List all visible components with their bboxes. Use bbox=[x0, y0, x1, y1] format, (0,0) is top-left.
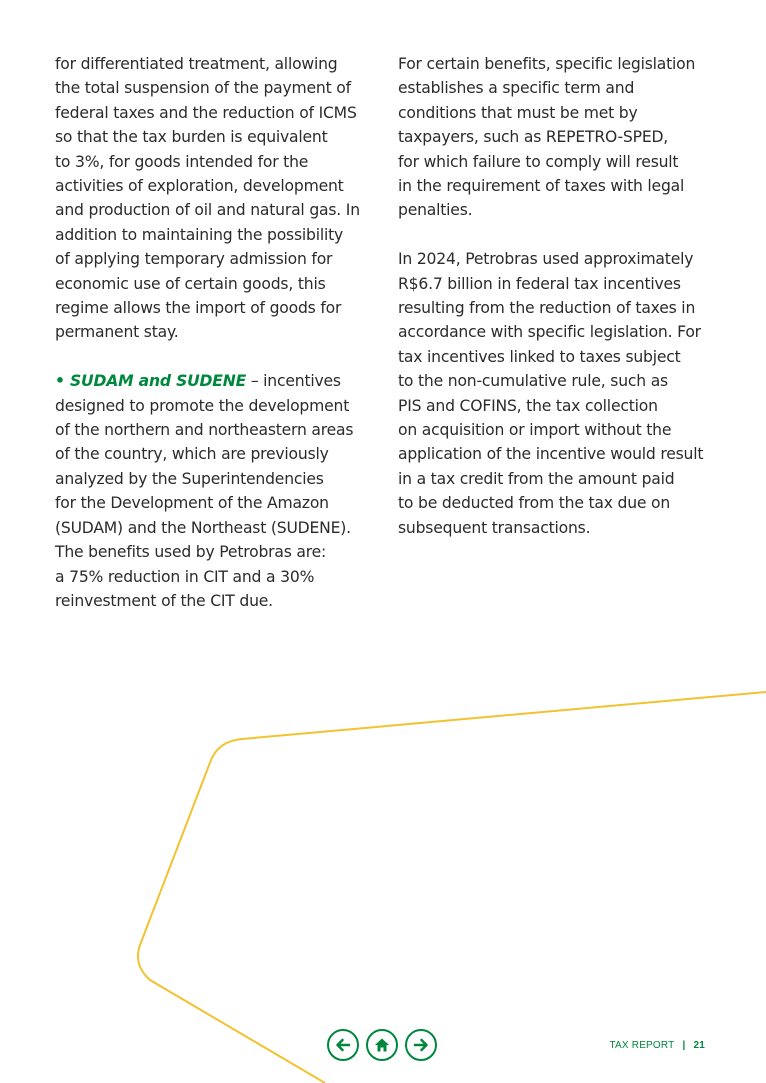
left-paragraph-2 bbox=[55, 394, 375, 614]
text-line: so that the tax burden is equivalent bbox=[55, 128, 328, 147]
text-line: designed to promote the development bbox=[55, 396, 350, 415]
previous-page-button[interactable] bbox=[327, 1029, 359, 1061]
text-line: For certain benefits, specific legislation bbox=[398, 55, 696, 73]
page-footer bbox=[609, 1040, 705, 1051]
text-line: regime allows the import of goods for bbox=[55, 299, 342, 318]
text-line: (SUDAM) and the Northeast (SUDENE). bbox=[55, 518, 351, 537]
page-navigation bbox=[327, 1029, 437, 1061]
footer-separator: | bbox=[682, 1040, 686, 1051]
text-line: In 2024, Petrobras used approximately bbox=[398, 250, 694, 269]
text-line: in the requirement of taxes with legal bbox=[398, 177, 685, 196]
text-line: of the country, which are previously bbox=[55, 445, 329, 464]
text-line: application of the incentive would result bbox=[398, 445, 704, 464]
text-line: The benefits used by Petrobras are: bbox=[55, 543, 327, 562]
page-number: 21 bbox=[693, 1040, 705, 1051]
text-line: reinvestment of the CIT due. bbox=[55, 591, 273, 610]
report-title: TAX REPORT bbox=[609, 1040, 675, 1051]
text-line: activities of exploration, development bbox=[55, 177, 344, 196]
right-paragraph-2 bbox=[398, 247, 728, 540]
text-line: federal taxes and the reduction of ICMS bbox=[55, 103, 357, 122]
right-column bbox=[398, 52, 728, 540]
text-line: to 3%, for goods intended for the bbox=[55, 152, 309, 171]
bullet-title: SUDAM and SUDENE bbox=[70, 372, 247, 391]
left-paragraph-1 bbox=[55, 52, 375, 345]
bullet-first-rest: – incentives bbox=[246, 372, 341, 391]
text-line: for which failure to comply will result bbox=[398, 152, 679, 171]
home-button[interactable] bbox=[366, 1029, 398, 1061]
text-line: resulting from the reduction of taxes in bbox=[398, 299, 696, 318]
text-line: of the northern and northeastern areas bbox=[55, 421, 354, 440]
text-line: for differentiated treatment, allowing bbox=[55, 55, 338, 73]
text-line: tax incentives linked to taxes subject bbox=[398, 347, 681, 366]
text-line: the total suspension of the payment of bbox=[55, 79, 351, 98]
text-line: to the non-cumulative rule, such as bbox=[398, 372, 668, 391]
text-line: a 75% reduction in CIT and a 30% bbox=[55, 567, 315, 586]
text-line: accordance with specific legislation. For bbox=[398, 323, 701, 342]
text-line: conditions that must be met by bbox=[398, 103, 638, 122]
arrow-right-icon bbox=[412, 1036, 430, 1054]
text-line: and production of oil and natural gas. In bbox=[55, 201, 360, 220]
text-line: taxpayers, such as REPETRO-SPED, bbox=[398, 128, 669, 147]
bullet-marker: • bbox=[55, 372, 70, 391]
bullet-first-line bbox=[55, 369, 375, 393]
text-line: analyzed by the Superintendencies bbox=[55, 469, 324, 488]
arrow-left-icon bbox=[334, 1036, 352, 1054]
text-line: R$6.7 billion in federal tax incentives bbox=[398, 274, 681, 293]
left-column bbox=[55, 52, 375, 613]
next-page-button[interactable] bbox=[405, 1029, 437, 1061]
text-line: establishes a specific term and bbox=[398, 79, 635, 98]
home-icon bbox=[373, 1036, 391, 1054]
text-line: in a tax credit from the amount paid bbox=[398, 469, 675, 488]
text-line: PIS and COFINS, the tax collection bbox=[398, 396, 658, 415]
text-line: of applying temporary admission for bbox=[55, 250, 333, 269]
right-paragraph-1 bbox=[398, 52, 728, 223]
text-line: permanent stay. bbox=[55, 323, 179, 342]
text-line: for the Development of the Amazon bbox=[55, 494, 329, 513]
text-line: penalties. bbox=[398, 201, 473, 220]
text-line: subsequent transactions. bbox=[398, 518, 591, 537]
text-line: economic use of certain goods, this bbox=[55, 274, 326, 293]
text-line: to be deducted from the tax due on bbox=[398, 494, 671, 513]
text-line: addition to maintaining the possibility bbox=[55, 225, 344, 244]
text-line: on acquisition or import without the bbox=[398, 421, 672, 440]
